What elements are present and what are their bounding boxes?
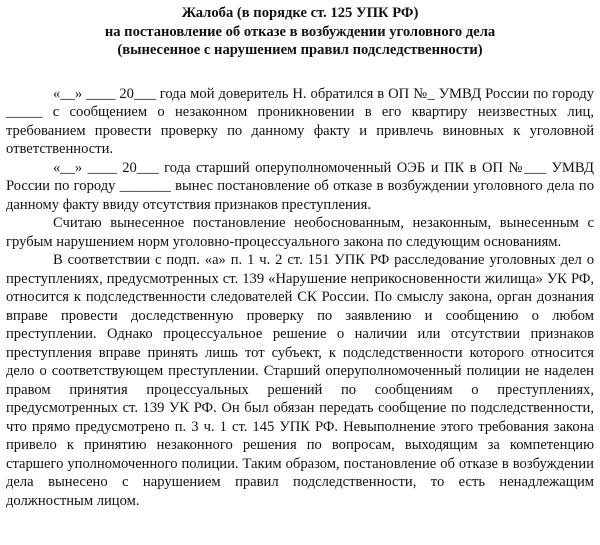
paragraph-appeal-to-police: «__» ____ 20___ года мой доверитель Н. обратился в ОП №_ УМВД России по городу _____ с сообщением о незаконном проникновении в его квартиру неизвестных лиц, требованием провести проверку по данному факту и привлечь виновных к уголовной ответственности. <box>6 85 594 157</box>
document-title <box>6 4 594 60</box>
title-line-3: (вынесенное с нарушением правил подследственности) <box>117 42 483 58</box>
title-line-1: Жалоба (в порядке ст. 125 УПК РФ) <box>181 5 419 21</box>
document-body <box>6 85 594 511</box>
paragraph-grounds-statement: Считаю вынесенное постановление необоснованным, незаконным, вынесенным с грубым нарушением норм уголовно-процессуального закона по следующим основаниям. <box>6 215 594 250</box>
paragraph-legal-reasoning: В соответствии с подп. «а» п. 1 ч. 2 ст. 151 УПК РФ расследование уголовных дел о преступлениях, предусмотренных ст. 139 «Нарушение неприкосновенности жилища» УК РФ, относится к подследственности следователей СК России. По смыслу закона, орган дознания вправе провести доследственную проверку по заявлению и сообщению о любом преступлении. Однако процессуальное решение о наличии или отсутствии признаков преступления вправе принять лишь тот субъект, к подследственности которого относится дело о соответствующем преступлении. Старший оперуполномоченный полиции не наделен правом принятия процессуальных решений по сообщениям о преступлениях, предусмотренных ст. 139 УК РФ. Он был обязан передать сообщение по подследственности, что прямо предусмотрено п. 3 ч. 1 ст. 145 УПК РФ. Невыполнение этого требования закона привело к принятию незаконного решения по вопросам, выходящим за компетенцию старшего уполномоченного полиции. Таким образом, постановление об отказе в возбуждении дела вынесено с нарушением правил подследственности, то есть ненадлежащим должностным лицом. <box>6 252 594 509</box>
document-page <box>6 4 594 510</box>
paragraph-refusal-decision: «__» ____ 20___ года старший оперуполномоченный ОЭБ и ПК в ОП №___ УМВД России по городу _______ вынес постановление об отказе в возбуждении уголовного дела по данному факту ввиду отсутствия признаков преступления. <box>6 159 594 213</box>
title-line-2: на постановление об отказе в возбуждении уголовного дела <box>104 23 496 40</box>
